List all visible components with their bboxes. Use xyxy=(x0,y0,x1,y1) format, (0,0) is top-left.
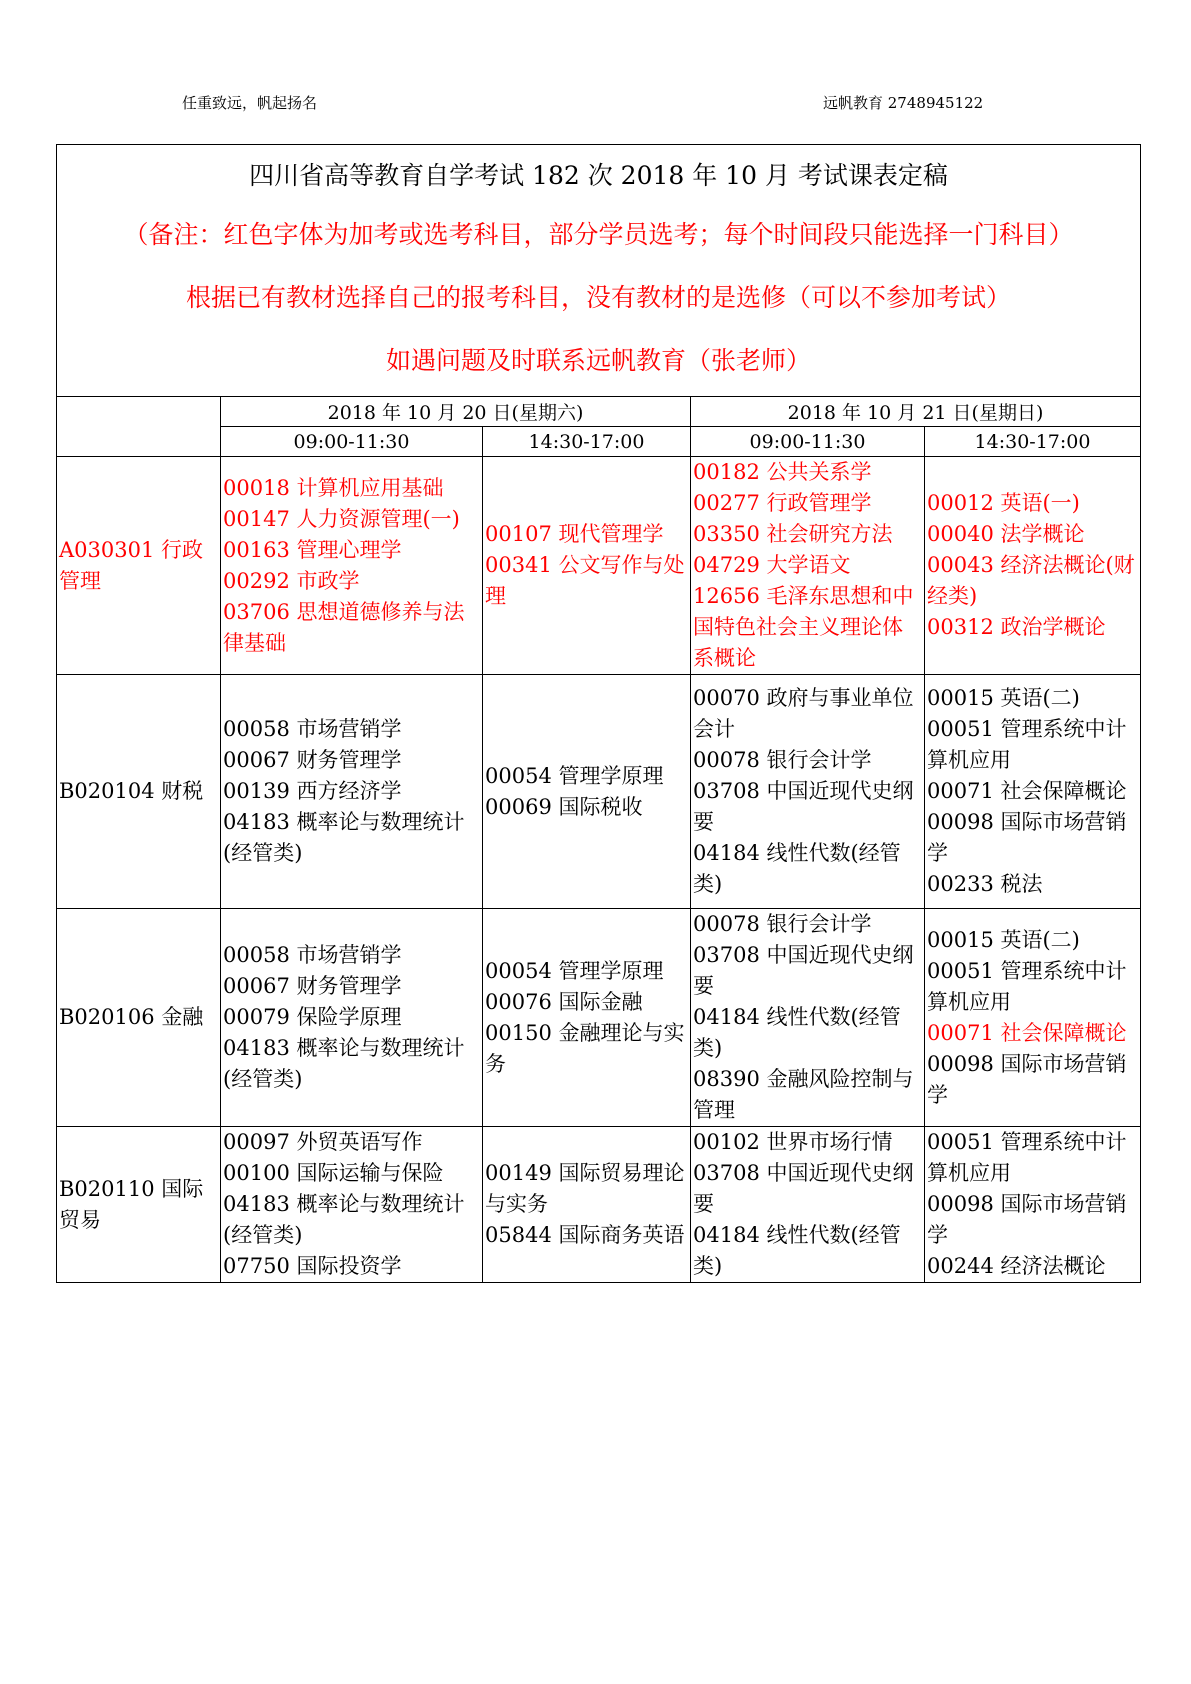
course-item: 00058 市场营销学 xyxy=(223,943,402,967)
course-item: 00341 公文写作与处理 xyxy=(485,553,685,608)
course-item: 00076 国际金融 xyxy=(485,989,643,1014)
course-cell xyxy=(221,1127,483,1283)
course-item: 00139 西方经济学 xyxy=(223,779,402,803)
course-cell xyxy=(221,457,483,675)
course-item: 05844 国际商务英语 xyxy=(485,1223,685,1247)
time-slot-header: 09:00-11:30 xyxy=(691,427,925,457)
course-item: 00040 法学概论 xyxy=(927,522,1085,546)
course-cell xyxy=(925,909,1141,1127)
major-name: B020110 国际贸易 xyxy=(57,1127,221,1283)
course-item: 00233 税法 xyxy=(927,872,1043,896)
major-name: B020106 金融 xyxy=(57,909,221,1127)
course-item: 00070 政府与事业单位会计 xyxy=(693,686,914,741)
exam-schedule-table xyxy=(56,144,1141,1283)
course-item: 00078 银行会计学 xyxy=(693,912,872,936)
course-item: 00147 人力资源管理(一) xyxy=(223,506,460,531)
schedule-title: 四川省高等教育自学考试 182 次 2018 年 10 月 考试课表定稿 xyxy=(249,161,948,190)
course-item: 04183 概率论与数理统计(经管类) xyxy=(223,1036,465,1091)
course-item: 04184 线性代数(经管类) xyxy=(693,1223,901,1278)
course-item: 00051 管理系统中计算机应用 xyxy=(927,717,1127,772)
course-item: 00079 保险学原理 xyxy=(223,1005,402,1029)
course-item: 04183 概率论与数理统计(经管类) xyxy=(223,1192,465,1247)
time-slot-header: 14:30-17:00 xyxy=(925,427,1141,457)
course-item: 03350 社会研究方法 xyxy=(693,522,893,546)
course-item: 08390 金融风险控制与管理 xyxy=(693,1067,914,1122)
course-item: 00012 英语(一) xyxy=(927,491,1080,515)
course-item: 03706 思想道德修养与法律基础 xyxy=(223,599,465,655)
course-item: 03708 中国近现代史纲要 xyxy=(693,943,914,998)
course-item: 00018 计算机应用基础 xyxy=(223,475,444,500)
course-item: 00149 国际贸易理论与实务 xyxy=(485,1161,685,1216)
course-item: 12656 毛泽东思想和中国特色社会主义理论体系概论 xyxy=(693,584,914,670)
course-item: 00182 公共关系学 xyxy=(693,460,872,484)
course-item: 00098 国际市场营销学 xyxy=(927,1051,1127,1107)
course-item: 04183 概率论与数理统计(经管类) xyxy=(223,810,465,865)
major-name: A030301 行政管理 xyxy=(57,457,221,675)
course-cell xyxy=(691,457,925,675)
course-item: 04184 线性代数(经管类) xyxy=(693,841,901,896)
course-item: 00058 市场营销学 xyxy=(223,717,402,741)
note-line-3: 如遇问题及时联系远帆教育（张老师） xyxy=(386,346,812,375)
course-cell xyxy=(925,457,1141,675)
course-item: 00098 国际市场营销学 xyxy=(927,810,1127,865)
course-item: 00071 社会保障概论 xyxy=(927,1020,1127,1045)
time-slot-header: 14:30-17:00 xyxy=(483,427,691,457)
course-item: 00043 经济法概论(财经类) xyxy=(927,553,1135,608)
header-slogan: 任重致远，帆起扬名 xyxy=(182,94,318,112)
course-item: 00067 财务管理学 xyxy=(223,748,402,772)
corner-cell xyxy=(57,397,221,457)
course-item: 00069 国际税收 xyxy=(485,794,643,819)
course-cell xyxy=(221,909,483,1127)
course-item: 03708 中国近现代史纲要 xyxy=(693,779,914,834)
note-line-2: 根据已有教材选择自己的报考科目，没有教材的是选修（可以不参加考试） xyxy=(186,283,1012,312)
course-item: 04184 线性代数(经管类) xyxy=(693,1005,901,1060)
course-item: 00312 政治学概论 xyxy=(927,615,1106,639)
course-item: 00277 行政管理学 xyxy=(693,491,872,515)
course-cell xyxy=(483,675,691,909)
course-cell xyxy=(691,1127,925,1283)
course-item: 00078 银行会计学 xyxy=(693,748,872,772)
time-slot-header: 09:00-11:30 xyxy=(221,427,483,457)
course-cell xyxy=(483,1127,691,1283)
course-cell xyxy=(691,909,925,1127)
course-cell xyxy=(221,675,483,909)
course-cell xyxy=(483,909,691,1127)
banner-row xyxy=(57,145,1141,397)
date-header-row xyxy=(57,397,1141,427)
course-item: 03708 中国近现代史纲要 xyxy=(693,1161,914,1216)
course-item: 07750 国际投资学 xyxy=(223,1254,402,1278)
date-header-day1: 2018 年 10 月 20 日(星期六) xyxy=(221,397,691,427)
note-line-1: （备注：红色字体为加考或选考科目，部分学员选考；每个时间段只能选择一门科目） xyxy=(123,220,1074,249)
course-item: 00071 社会保障概论 xyxy=(927,779,1127,803)
major-name: B020104 财税 xyxy=(57,675,221,909)
course-item: 00098 国际市场营销学 xyxy=(927,1192,1127,1247)
major-row xyxy=(57,1127,1141,1283)
course-cell xyxy=(691,675,925,909)
major-row xyxy=(57,457,1141,675)
course-item: 00051 管理系统中计算机应用 xyxy=(927,958,1127,1014)
course-item: 04729 大学语文 xyxy=(693,553,851,577)
course-item: 00015 英语(二) xyxy=(927,686,1080,710)
course-item: 00100 国际运输与保险 xyxy=(223,1161,444,1185)
header-contact: 远帆教育 2748945122 xyxy=(823,94,984,112)
course-item: 00163 管理心理学 xyxy=(223,537,402,562)
date-header-day2: 2018 年 10 月 21 日(星期日) xyxy=(691,397,1141,427)
course-item: 00150 金融理论与实务 xyxy=(485,1020,685,1076)
course-item: 00097 外贸英语写作 xyxy=(223,1130,423,1154)
major-row xyxy=(57,675,1141,909)
banner-cell xyxy=(57,145,1141,397)
course-cell xyxy=(925,1127,1141,1283)
course-item: 00244 经济法概论 xyxy=(927,1254,1106,1278)
major-row xyxy=(57,909,1141,1127)
course-cell xyxy=(483,457,691,675)
course-item: 00015 英语(二) xyxy=(927,927,1080,952)
course-item: 00067 财务管理学 xyxy=(223,974,402,998)
course-cell xyxy=(925,675,1141,909)
course-item: 00102 世界市场行情 xyxy=(693,1130,893,1154)
course-item: 00051 管理系统中计算机应用 xyxy=(927,1130,1127,1185)
course-item: 00054 管理学原理 xyxy=(485,958,664,983)
course-item: 00107 现代管理学 xyxy=(485,522,664,546)
course-item: 00054 管理学原理 xyxy=(485,763,664,788)
course-item: 00292 市政学 xyxy=(223,568,360,593)
